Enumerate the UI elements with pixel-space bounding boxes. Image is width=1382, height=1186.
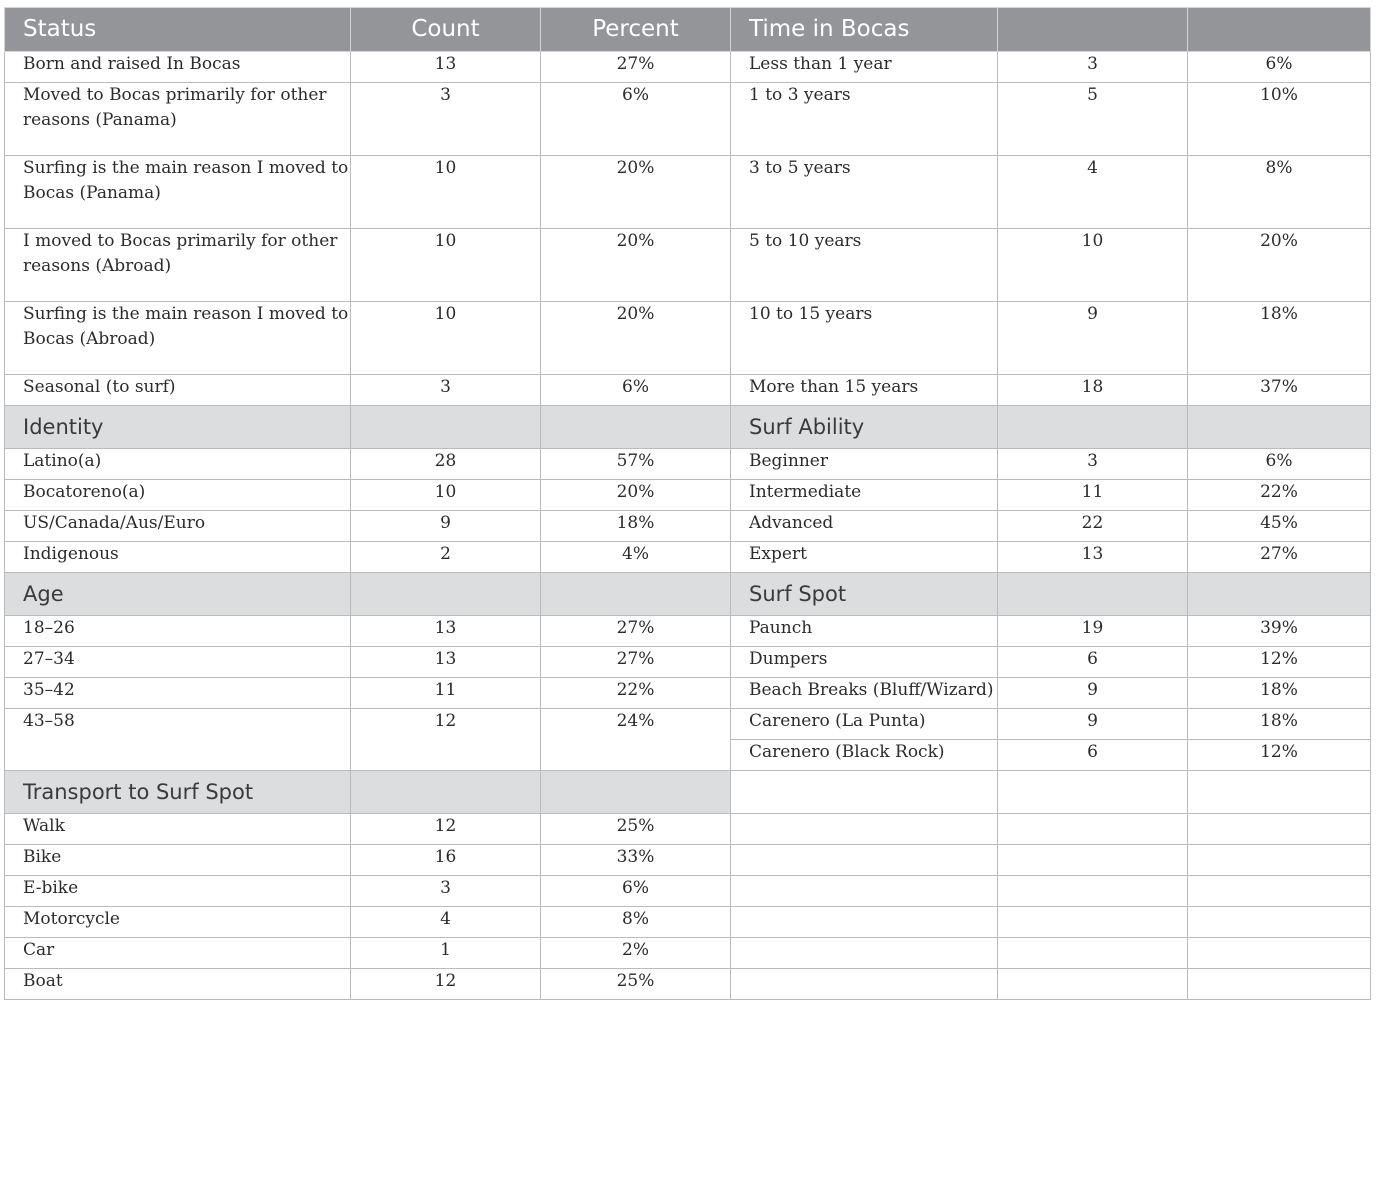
age-label: 27–34 <box>5 647 351 678</box>
identity-count: 28 <box>351 449 541 480</box>
header-time-in-bocas: Time in Bocas <box>731 8 998 52</box>
age-percent: 22% <box>541 678 731 709</box>
time-count: 4 <box>998 156 1188 229</box>
age-label: 18–26 <box>5 616 351 647</box>
empty-cell <box>1188 938 1371 969</box>
status-label: Born and raised In Bocas <box>5 52 351 83</box>
time-label: 10 to 15 years <box>731 302 998 375</box>
time-label: 3 to 5 years <box>731 156 998 229</box>
empty-cell <box>998 938 1188 969</box>
table-row <box>5 616 1371 647</box>
transport-label: Boat <box>5 969 351 1000</box>
identity-percent: 18% <box>541 511 731 542</box>
section-blank <box>998 406 1188 449</box>
transport-percent: 25% <box>541 814 731 845</box>
empty-cell <box>1188 969 1371 1000</box>
time-label: Less than 1 year <box>731 52 998 83</box>
empty-cell <box>998 907 1188 938</box>
table-row <box>5 511 1371 542</box>
ability-label: Intermediate <box>731 480 998 511</box>
empty-cell <box>731 938 998 969</box>
time-label: 5 to 10 years <box>731 229 998 302</box>
transport-label: Walk <box>5 814 351 845</box>
table-row <box>5 969 1371 1000</box>
table-row <box>5 647 1371 678</box>
identity-label: Bocatoreno(a) <box>5 480 351 511</box>
time-label: 1 to 3 years <box>731 83 998 156</box>
header-blank-1 <box>998 8 1188 52</box>
section-title-surf-ability: Surf Ability <box>731 406 998 449</box>
time-percent: 20% <box>1188 229 1371 302</box>
status-label: Moved to Bocas primarily for other reasons (Panama) <box>5 83 351 156</box>
transport-count: 12 <box>351 814 541 845</box>
spot-percent: 18% <box>1188 678 1371 709</box>
section-title-transport: Transport to Surf Spot <box>5 771 351 814</box>
table-row <box>5 302 1371 375</box>
identity-count: 9 <box>351 511 541 542</box>
transport-count: 12 <box>351 969 541 1000</box>
spot-percent: 12% <box>1188 647 1371 678</box>
status-count: 10 <box>351 156 541 229</box>
table-row <box>5 480 1371 511</box>
age-label: 35–42 <box>5 678 351 709</box>
section-title-identity: Identity <box>5 406 351 449</box>
ability-label: Expert <box>731 542 998 573</box>
identity-percent: 20% <box>541 480 731 511</box>
header-percent: Percent <box>541 8 731 52</box>
ability-count: 13 <box>998 542 1188 573</box>
table-row <box>5 449 1371 480</box>
spot-label: Dumpers <box>731 647 998 678</box>
empty-cell <box>998 814 1188 845</box>
table-row <box>5 845 1371 876</box>
table-row <box>5 52 1371 83</box>
identity-count: 2 <box>351 542 541 573</box>
table-row <box>5 938 1371 969</box>
status-percent: 6% <box>541 83 731 156</box>
empty-cell <box>1188 814 1371 845</box>
age-label: 43–58 <box>5 709 351 771</box>
time-percent: 6% <box>1188 52 1371 83</box>
ability-percent: 45% <box>1188 511 1371 542</box>
status-percent: 20% <box>541 229 731 302</box>
table-row <box>5 375 1371 406</box>
section-blank <box>541 573 731 616</box>
age-percent: 27% <box>541 647 731 678</box>
spot-percent: 12% <box>1188 740 1371 771</box>
time-percent: 8% <box>1188 156 1371 229</box>
empty-cell <box>998 845 1188 876</box>
age-percent: 27% <box>541 616 731 647</box>
section-title-surf-spot: Surf Spot <box>731 573 998 616</box>
time-count: 18 <box>998 375 1188 406</box>
transport-label: Car <box>5 938 351 969</box>
transport-count: 16 <box>351 845 541 876</box>
identity-label: US/Canada/Aus/Euro <box>5 511 351 542</box>
age-count: 12 <box>351 709 541 771</box>
status-label: Surfing is the main reason I moved to Bocas (Abroad) <box>5 302 351 375</box>
section-header-row <box>5 406 1371 449</box>
table-row <box>5 229 1371 302</box>
ability-label: Beginner <box>731 449 998 480</box>
empty-cell <box>731 771 998 814</box>
identity-percent: 4% <box>541 542 731 573</box>
section-header-row <box>5 771 1371 814</box>
age-count: 13 <box>351 647 541 678</box>
empty-cell <box>731 845 998 876</box>
status-count: 10 <box>351 229 541 302</box>
section-title-age: Age <box>5 573 351 616</box>
table-row <box>5 907 1371 938</box>
transport-label: Motorcycle <box>5 907 351 938</box>
transport-percent: 33% <box>541 845 731 876</box>
spot-label: Beach Breaks (Bluff/Wizard) <box>731 678 998 709</box>
ability-count: 3 <box>998 449 1188 480</box>
ability-percent: 27% <box>1188 542 1371 573</box>
spot-count: 6 <box>998 740 1188 771</box>
transport-percent: 2% <box>541 938 731 969</box>
section-blank <box>351 771 541 814</box>
spot-count: 9 <box>998 709 1188 740</box>
time-count: 3 <box>998 52 1188 83</box>
section-blank <box>541 771 731 814</box>
empty-cell <box>1188 845 1371 876</box>
ability-percent: 6% <box>1188 449 1371 480</box>
table-row <box>5 83 1371 156</box>
identity-label: Latino(a) <box>5 449 351 480</box>
transport-percent: 25% <box>541 969 731 1000</box>
ability-count: 11 <box>998 480 1188 511</box>
time-percent: 10% <box>1188 83 1371 156</box>
table-row <box>5 678 1371 709</box>
age-count: 11 <box>351 678 541 709</box>
status-percent: 20% <box>541 156 731 229</box>
transport-label: Bike <box>5 845 351 876</box>
age-count: 13 <box>351 616 541 647</box>
status-count: 10 <box>351 302 541 375</box>
spot-label: Paunch <box>731 616 998 647</box>
empty-cell <box>731 876 998 907</box>
transport-percent: 8% <box>541 907 731 938</box>
status-label: Seasonal (to surf) <box>5 375 351 406</box>
status-count: 3 <box>351 83 541 156</box>
empty-cell <box>1188 876 1371 907</box>
empty-cell <box>998 969 1188 1000</box>
table-row <box>5 709 1371 740</box>
empty-cell <box>731 907 998 938</box>
table-header-row <box>5 8 1371 52</box>
status-label: I moved to Bocas primarily for other reasons (Abroad) <box>5 229 351 302</box>
header-status: Status <box>5 8 351 52</box>
time-count: 10 <box>998 229 1188 302</box>
time-percent: 18% <box>1188 302 1371 375</box>
table-row <box>5 542 1371 573</box>
status-percent: 27% <box>541 52 731 83</box>
empty-cell <box>998 771 1188 814</box>
table-row <box>5 814 1371 845</box>
transport-count: 4 <box>351 907 541 938</box>
time-percent: 37% <box>1188 375 1371 406</box>
spot-percent: 18% <box>1188 709 1371 740</box>
table-row <box>5 156 1371 229</box>
header-blank-2 <box>1188 8 1371 52</box>
spot-count: 9 <box>998 678 1188 709</box>
time-count: 5 <box>998 83 1188 156</box>
section-blank <box>1188 573 1371 616</box>
status-count: 13 <box>351 52 541 83</box>
section-blank <box>351 573 541 616</box>
empty-cell <box>1188 771 1371 814</box>
table-row <box>5 876 1371 907</box>
ability-label: Advanced <box>731 511 998 542</box>
status-label: Surfing is the main reason I moved to Bocas (Panama) <box>5 156 351 229</box>
spot-count: 6 <box>998 647 1188 678</box>
ability-percent: 22% <box>1188 480 1371 511</box>
empty-cell <box>998 876 1188 907</box>
empty-cell <box>1188 907 1371 938</box>
header-count: Count <box>351 8 541 52</box>
identity-label: Indigenous <box>5 542 351 573</box>
time-count: 9 <box>998 302 1188 375</box>
identity-percent: 57% <box>541 449 731 480</box>
transport-count: 1 <box>351 938 541 969</box>
spot-count: 19 <box>998 616 1188 647</box>
status-percent: 20% <box>541 302 731 375</box>
survey-demographics-table <box>4 7 1371 1000</box>
status-percent: 6% <box>541 375 731 406</box>
transport-count: 3 <box>351 876 541 907</box>
section-header-row <box>5 573 1371 616</box>
identity-count: 10 <box>351 480 541 511</box>
section-blank <box>998 573 1188 616</box>
empty-cell <box>731 969 998 1000</box>
spot-label: Carenero (La Punta) <box>731 709 998 740</box>
empty-cell <box>731 814 998 845</box>
age-percent: 24% <box>541 709 731 771</box>
time-label: More than 15 years <box>731 375 998 406</box>
transport-label: E-bike <box>5 876 351 907</box>
section-blank <box>1188 406 1371 449</box>
spot-percent: 39% <box>1188 616 1371 647</box>
section-blank <box>541 406 731 449</box>
spot-label: Carenero (Black Rock) <box>731 740 998 771</box>
ability-count: 22 <box>998 511 1188 542</box>
status-count: 3 <box>351 375 541 406</box>
section-blank <box>351 406 541 449</box>
transport-percent: 6% <box>541 876 731 907</box>
